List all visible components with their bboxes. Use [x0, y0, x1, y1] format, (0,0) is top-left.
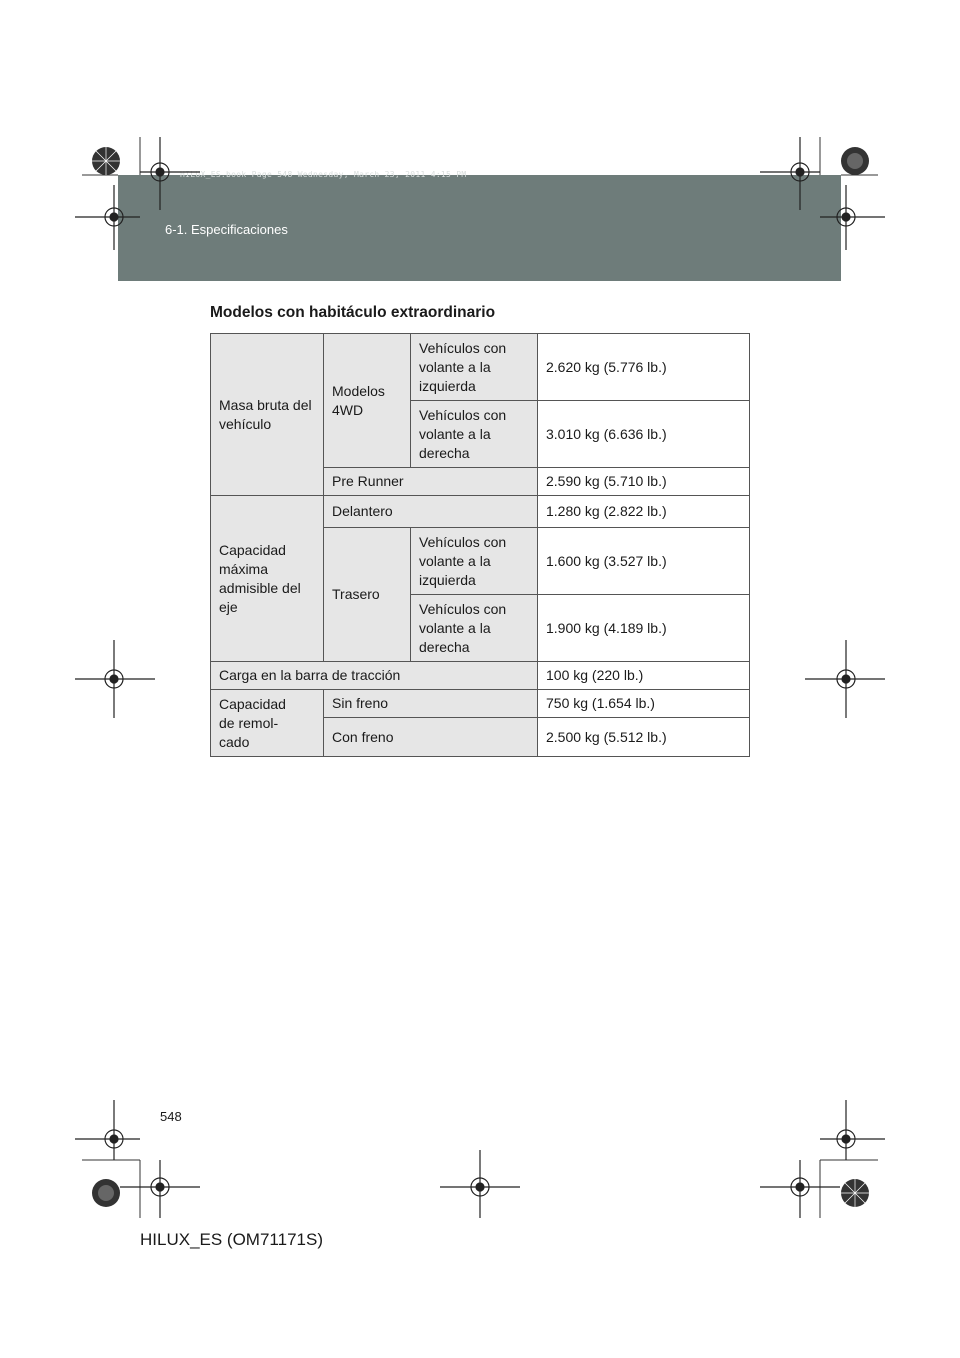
- cell-con-freno: 2.500 kg (5.512 lb.): [538, 718, 750, 757]
- registration-crosshair-icon: [140, 137, 200, 210]
- row-label-trasero: Trasero: [324, 528, 411, 662]
- registration-crosshair-icon: [805, 640, 885, 718]
- print-stamp: HILUX_ES.book Page 548 Wednesday, March 23, 2011 4:15 PM: [180, 170, 467, 179]
- cell-carga-barra: 100 kg (220 lb.): [538, 662, 750, 690]
- page-title: Modelos con habitáculo extraordinario: [210, 304, 496, 321]
- cell-sin-freno: 750 kg (1.654 lb.): [538, 690, 750, 718]
- registration-crosshair-icon: [820, 1100, 885, 1160]
- row-label-masa-bruta: Masa bruta del vehículo: [211, 334, 324, 496]
- registration-crosshair-icon: [75, 1100, 140, 1160]
- registration-crosshair-icon: [75, 185, 140, 250]
- registration-crosshair-icon: [440, 1150, 520, 1218]
- starburst-target-icon: [841, 1179, 869, 1207]
- row-label-sin-freno: Sin freno: [324, 690, 538, 718]
- cell-masa-pre-runner: 2.590 kg (5.710 lb.): [538, 468, 750, 496]
- page-number: 548: [160, 1109, 182, 1124]
- cell-eje-trasero-izquierda: 1.600 kg (3.527 lb.): [538, 528, 750, 595]
- row-label-carga-barra: Carga en la barra de tracción: [211, 662, 538, 690]
- row-label-capacidad-remolcado: Capacidad de remol-cado: [211, 690, 324, 757]
- registration-crosshair-icon: [120, 1160, 200, 1218]
- section-label: 6-1. Especificaciones: [165, 222, 288, 237]
- row-label-pre-runner: Pre Runner: [324, 468, 538, 496]
- row-label-derecha: Vehículos con volante a la derecha: [411, 595, 538, 662]
- cell-masa-4wd-derecha: 3.010 kg (6.636 lb.): [538, 401, 750, 468]
- registration-crosshair-icon: [820, 185, 885, 250]
- starburst-target-icon: [92, 147, 120, 175]
- cell-eje-delantero: 1.280 kg (2.822 lb.): [538, 496, 750, 528]
- row-label-delantero: Delantero: [324, 496, 538, 528]
- row-label-izquierda: Vehículos con volante a la izquierda: [411, 334, 538, 401]
- starburst-target-icon: [92, 1179, 120, 1207]
- row-label-derecha: Vehículos con volante a la derecha: [411, 401, 538, 468]
- registration-crosshair-icon: [75, 640, 155, 718]
- cell-masa-4wd-izquierda: 2.620 kg (5.776 lb.): [538, 334, 750, 401]
- registration-crosshair-icon: [760, 137, 820, 210]
- registration-crosshair-icon: [760, 1160, 840, 1218]
- row-label-izquierda: Vehículos con volante a la izquierda: [411, 528, 538, 595]
- starburst-target-icon: [841, 147, 869, 175]
- cell-eje-trasero-derecha: 1.900 kg (4.189 lb.): [538, 595, 750, 662]
- row-label-con-freno: Con freno: [324, 718, 538, 757]
- row-label-modelos-4wd: Modelos 4WD: [324, 334, 411, 468]
- document-code: HILUX_ES (OM71171S): [140, 1230, 323, 1249]
- row-label-capacidad-eje: Capacidad máxima admisible del eje: [211, 496, 324, 662]
